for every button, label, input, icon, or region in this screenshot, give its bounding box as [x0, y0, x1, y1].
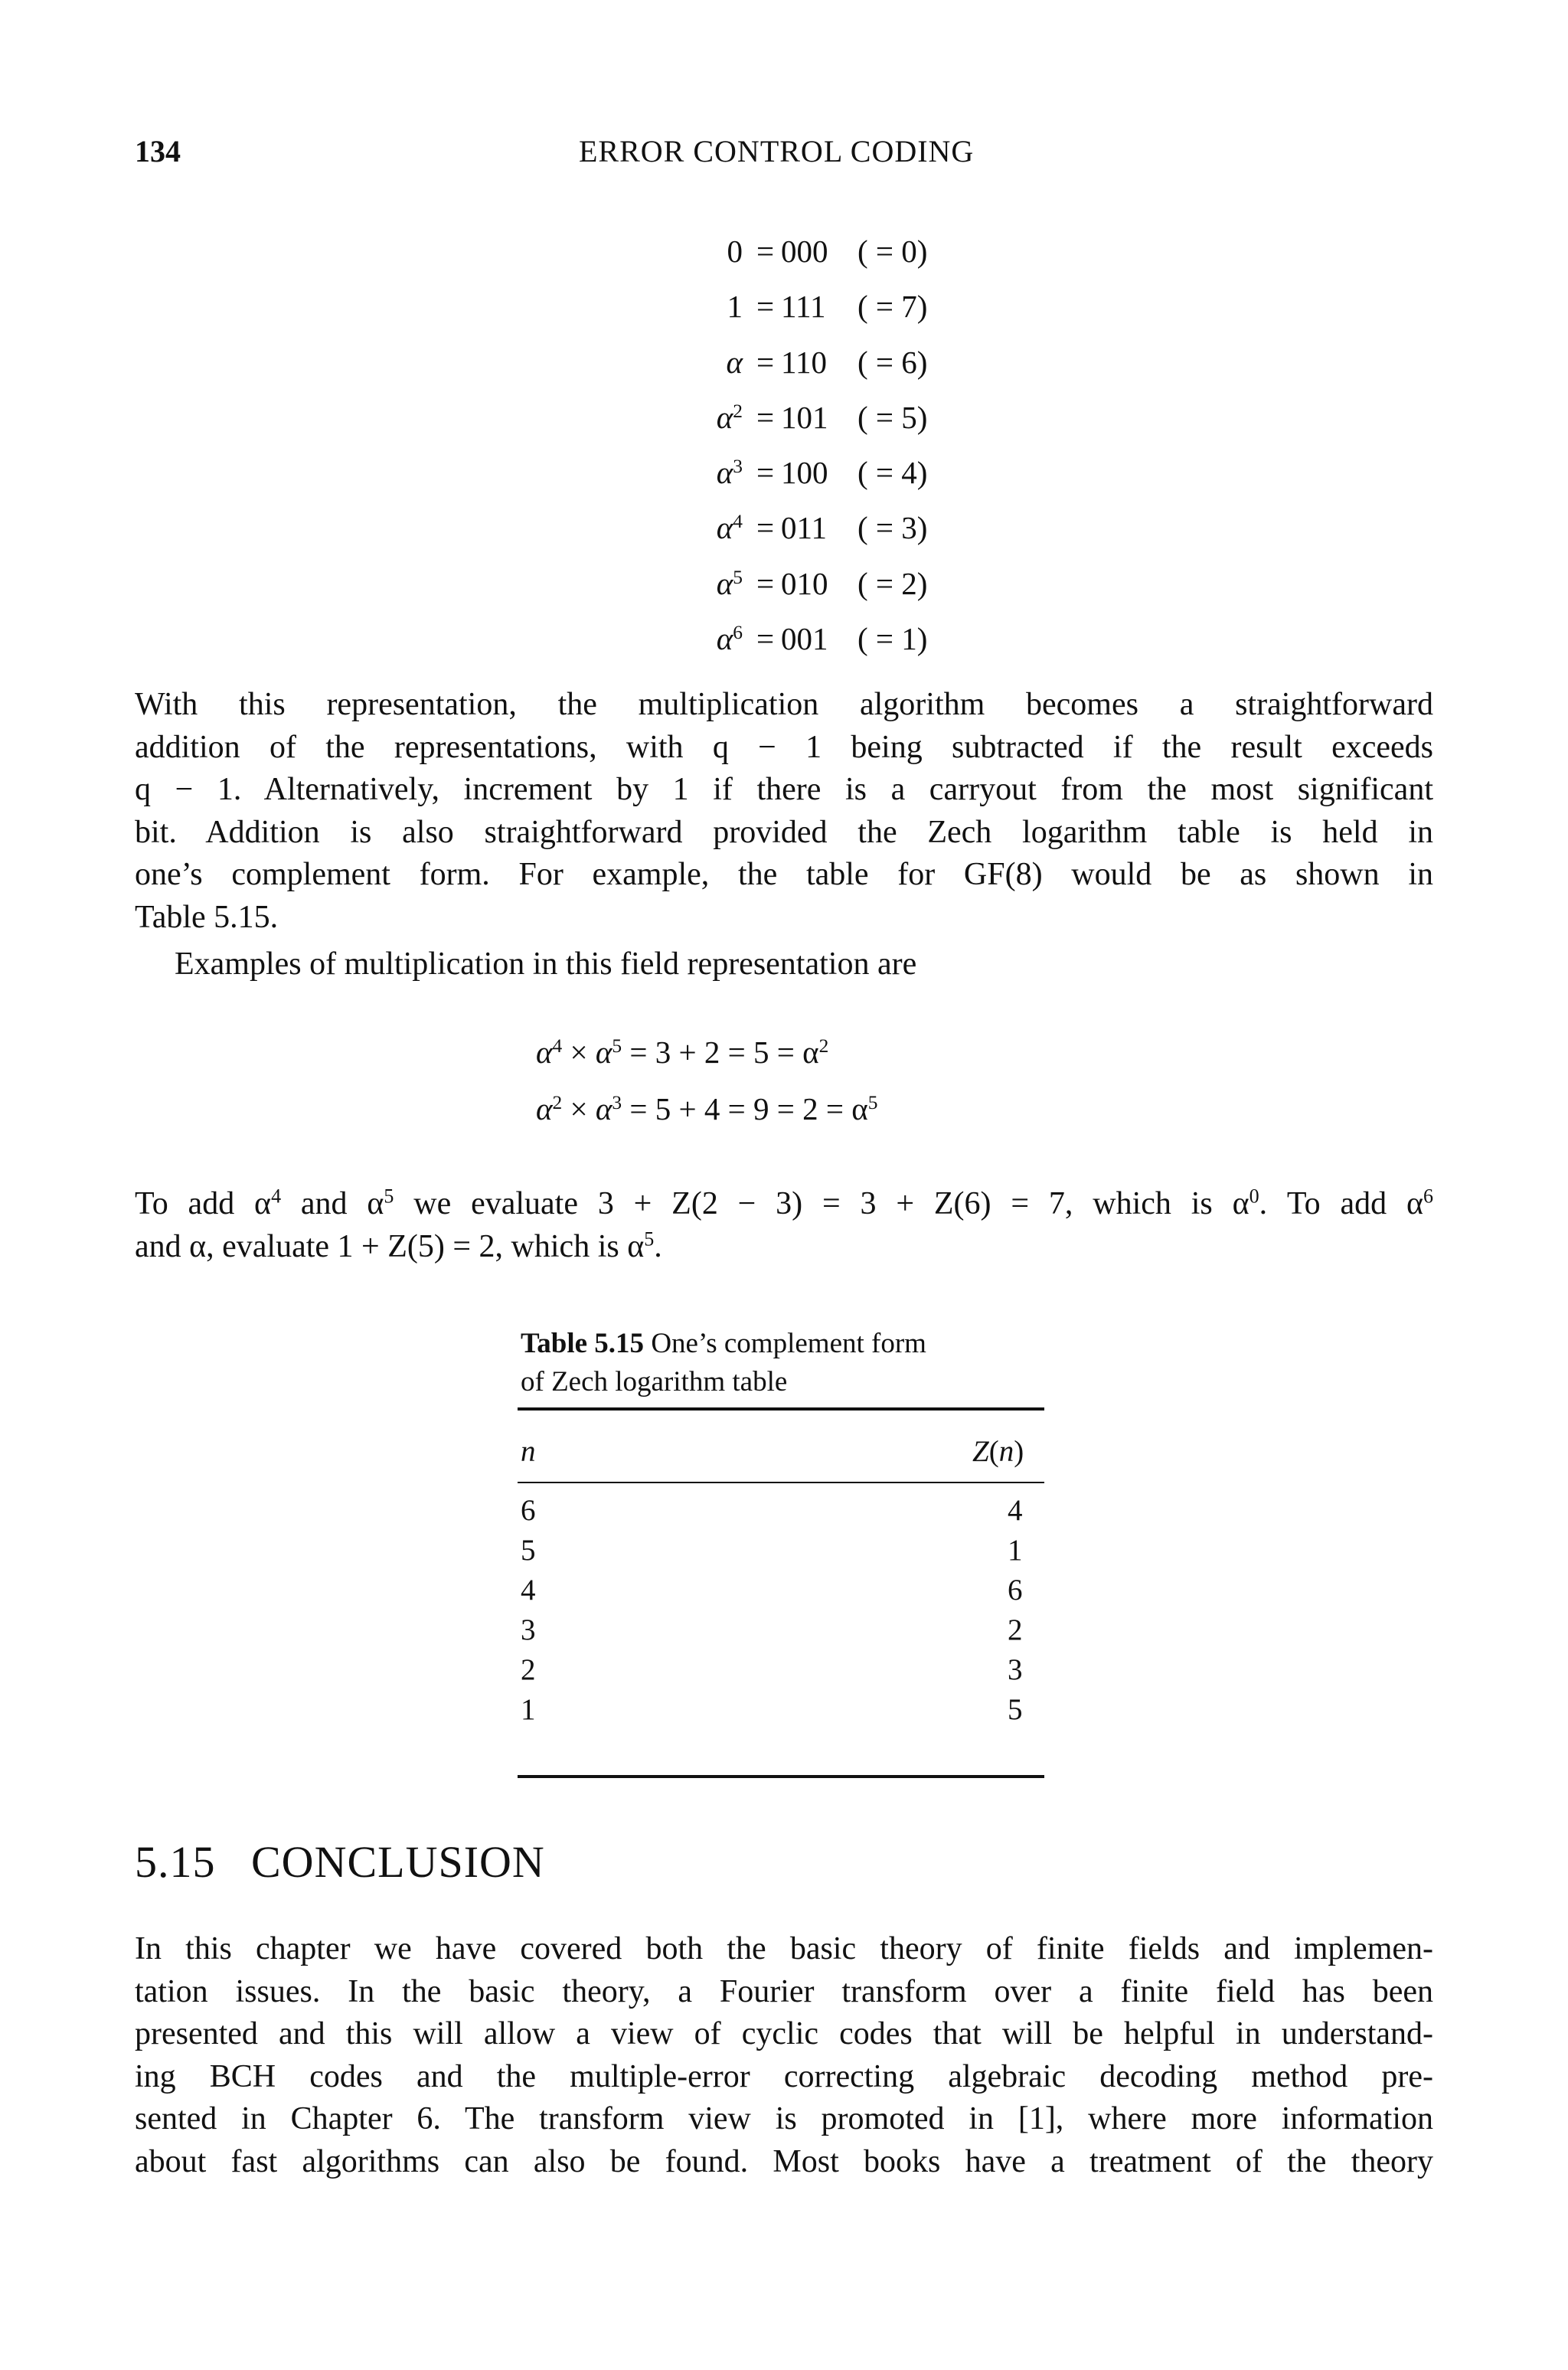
- section-title: CONCLUSION: [251, 1837, 545, 1887]
- field-element-symbol: 1: [727, 289, 743, 325]
- field-element-bits: 000: [781, 234, 828, 269]
- field-element-decimal: ( = 7): [858, 289, 928, 325]
- field-element-bits: 110: [781, 344, 827, 380]
- paragraph-addition-example: [135, 1183, 1433, 1268]
- field-element-row: $\alpha^5$ = 010 ( = 2): [612, 556, 995, 611]
- table-header-n: n: [521, 1435, 536, 1468]
- page-header: [135, 133, 1436, 179]
- table-header-rule: [518, 1482, 1044, 1483]
- paragraph-examples-intro: [135, 943, 1433, 986]
- table-cell-z: 5: [1008, 1693, 1023, 1726]
- field-element-bits: 011: [781, 510, 827, 546]
- field-element-row: $\alpha^4$ = 011 ( = 3): [612, 500, 995, 555]
- text-line: tation issues. In the basic theory, a Fourier transform over a finite field has been: [135, 1973, 1433, 2009]
- text-line: and α, evaluate 1 + Z(5) = 2, which is $\alpha^5$.: [135, 1227, 662, 1264]
- multiplication-example-2: $\alpha^2 \times \alpha^3 = 5 + 4 = 9 = 2 = \alpha^5$: [536, 1091, 878, 1126]
- text-line: sented in Chapter 6. The transform view is promoted in [1], where more information: [135, 2101, 1433, 2136]
- table-bottom-rule: [518, 1775, 1044, 1778]
- text-line: In this chapter we have covered both the basic theory of finite fields and implemen-: [135, 1931, 1433, 1966]
- text-line: about fast algorithms can also be found. Most books have a treatment of the theory: [135, 2143, 1433, 2179]
- running-head: ERROR CONTROL CODING: [579, 134, 975, 168]
- field-element-bits: 001: [781, 621, 828, 657]
- table-cell-z: 6: [1008, 1574, 1023, 1607]
- field-element-list: [612, 224, 995, 666]
- text-line: With this representation, the multiplication algorithm becomes a straightforward: [135, 687, 1433, 722]
- table-cell-z: 4: [1008, 1494, 1023, 1527]
- table-header-z: Z(n): [972, 1435, 1024, 1468]
- table-caption-line1: One’s complement form: [644, 1328, 926, 1359]
- table-cell-z: 3: [1008, 1653, 1023, 1686]
- table-caption-line2: of Zech logarithm table: [521, 1366, 788, 1397]
- table-top-rule: [518, 1407, 1044, 1411]
- table-label: Table 5.15: [521, 1328, 645, 1359]
- text-line: ing BCH codes and the multiple-error correcting algebraic decoding method pre-: [135, 2058, 1433, 2094]
- text-line: q − 1. Alternatively, increment by 1 if there is a carryout from the most significant: [135, 772, 1433, 807]
- table-cell-n: 5: [521, 1534, 536, 1567]
- field-element-decimal: ( = 4): [858, 455, 928, 491]
- table-cell-n: 4: [521, 1574, 536, 1607]
- field-element-symbol: $\alpha^6$: [716, 621, 743, 657]
- field-element-symbol: 0: [727, 234, 743, 269]
- text-line: To add $\alpha^4$ and $\alpha^5$ we evaluate 3 + Z(2 − 3) = 3 + Z(6) = 7, which is $\alpha^0$. To add $\alpha^6$: [135, 1185, 1433, 1221]
- text-line: Table 5.15.: [135, 899, 279, 935]
- field-element-decimal: ( = 6): [858, 344, 928, 380]
- field-element-row: 1 = 111 ( = 7): [612, 279, 995, 334]
- table-cell-n: 1: [521, 1693, 536, 1726]
- field-element-row: $\alpha^2$ = 101 ( = 5): [612, 390, 995, 445]
- field-element-decimal: ( = 0): [858, 234, 928, 269]
- text-line: Examples of multiplication in this field representation are: [175, 946, 917, 982]
- field-element-row: α = 110 ( = 6): [612, 335, 995, 390]
- field-element-bits: 111: [781, 289, 826, 325]
- table-cell-n: 6: [521, 1494, 536, 1527]
- field-element-bits: 010: [781, 565, 828, 601]
- section-heading: [135, 1836, 545, 1888]
- table-cell-z: 2: [1008, 1613, 1023, 1646]
- text-line: one’s complement form. For example, the table for GF(8) would be as shown in: [135, 857, 1433, 892]
- table-row: [521, 1493, 1041, 1533]
- section-number: 5.15: [135, 1837, 216, 1887]
- field-element-symbol: $\alpha^2$: [716, 399, 743, 435]
- field-element-symbol: α: [726, 344, 743, 380]
- table-cell-n: 2: [521, 1653, 536, 1686]
- table-row: [521, 1613, 1041, 1652]
- text-line: addition of the representations, with q − 1 being subtracted if the result exceeds: [135, 729, 1433, 765]
- table-row: [521, 1652, 1041, 1692]
- field-element-row: $\alpha^6$ = 001 ( = 1): [612, 611, 995, 666]
- field-element-row: $\alpha^3$ = 100 ( = 4): [612, 445, 995, 500]
- field-element-bits: 101: [781, 399, 828, 435]
- page-number: 134: [135, 134, 181, 168]
- field-element-symbol: $\alpha^3$: [716, 455, 743, 491]
- paragraph-conclusion: [135, 1928, 1433, 2183]
- field-element-decimal: ( = 3): [858, 510, 928, 546]
- field-element-row: 0 = 000 ( = 0): [612, 224, 995, 279]
- table-caption: [521, 1325, 1041, 1401]
- table-row: [521, 1533, 1041, 1573]
- text-line: presented and this will allow a view of cyclic codes that will be helpful in understand-: [135, 2016, 1433, 2051]
- field-element-bits: 100: [781, 455, 828, 491]
- table-row: [521, 1573, 1041, 1613]
- table-cell-n: 3: [521, 1613, 536, 1646]
- text-line: bit. Addition is also straightforward provided the Zech logarithm table is held in: [135, 814, 1433, 850]
- field-element-decimal: ( = 5): [858, 399, 928, 435]
- field-element-symbol: $\alpha^5$: [716, 565, 743, 601]
- field-element-decimal: ( = 2): [858, 565, 928, 601]
- table-cell-z: 1: [1008, 1534, 1023, 1567]
- multiplication-example-1: $\alpha^4 \times \alpha^5 = 3 + 2 = 5 = \alpha^2$: [536, 1035, 829, 1070]
- field-element-decimal: ( = 1): [858, 621, 928, 657]
- paragraph-multiplication-algorithm: [135, 684, 1433, 939]
- table-row: [521, 1692, 1041, 1732]
- field-element-symbol: $\alpha^4$: [716, 510, 743, 546]
